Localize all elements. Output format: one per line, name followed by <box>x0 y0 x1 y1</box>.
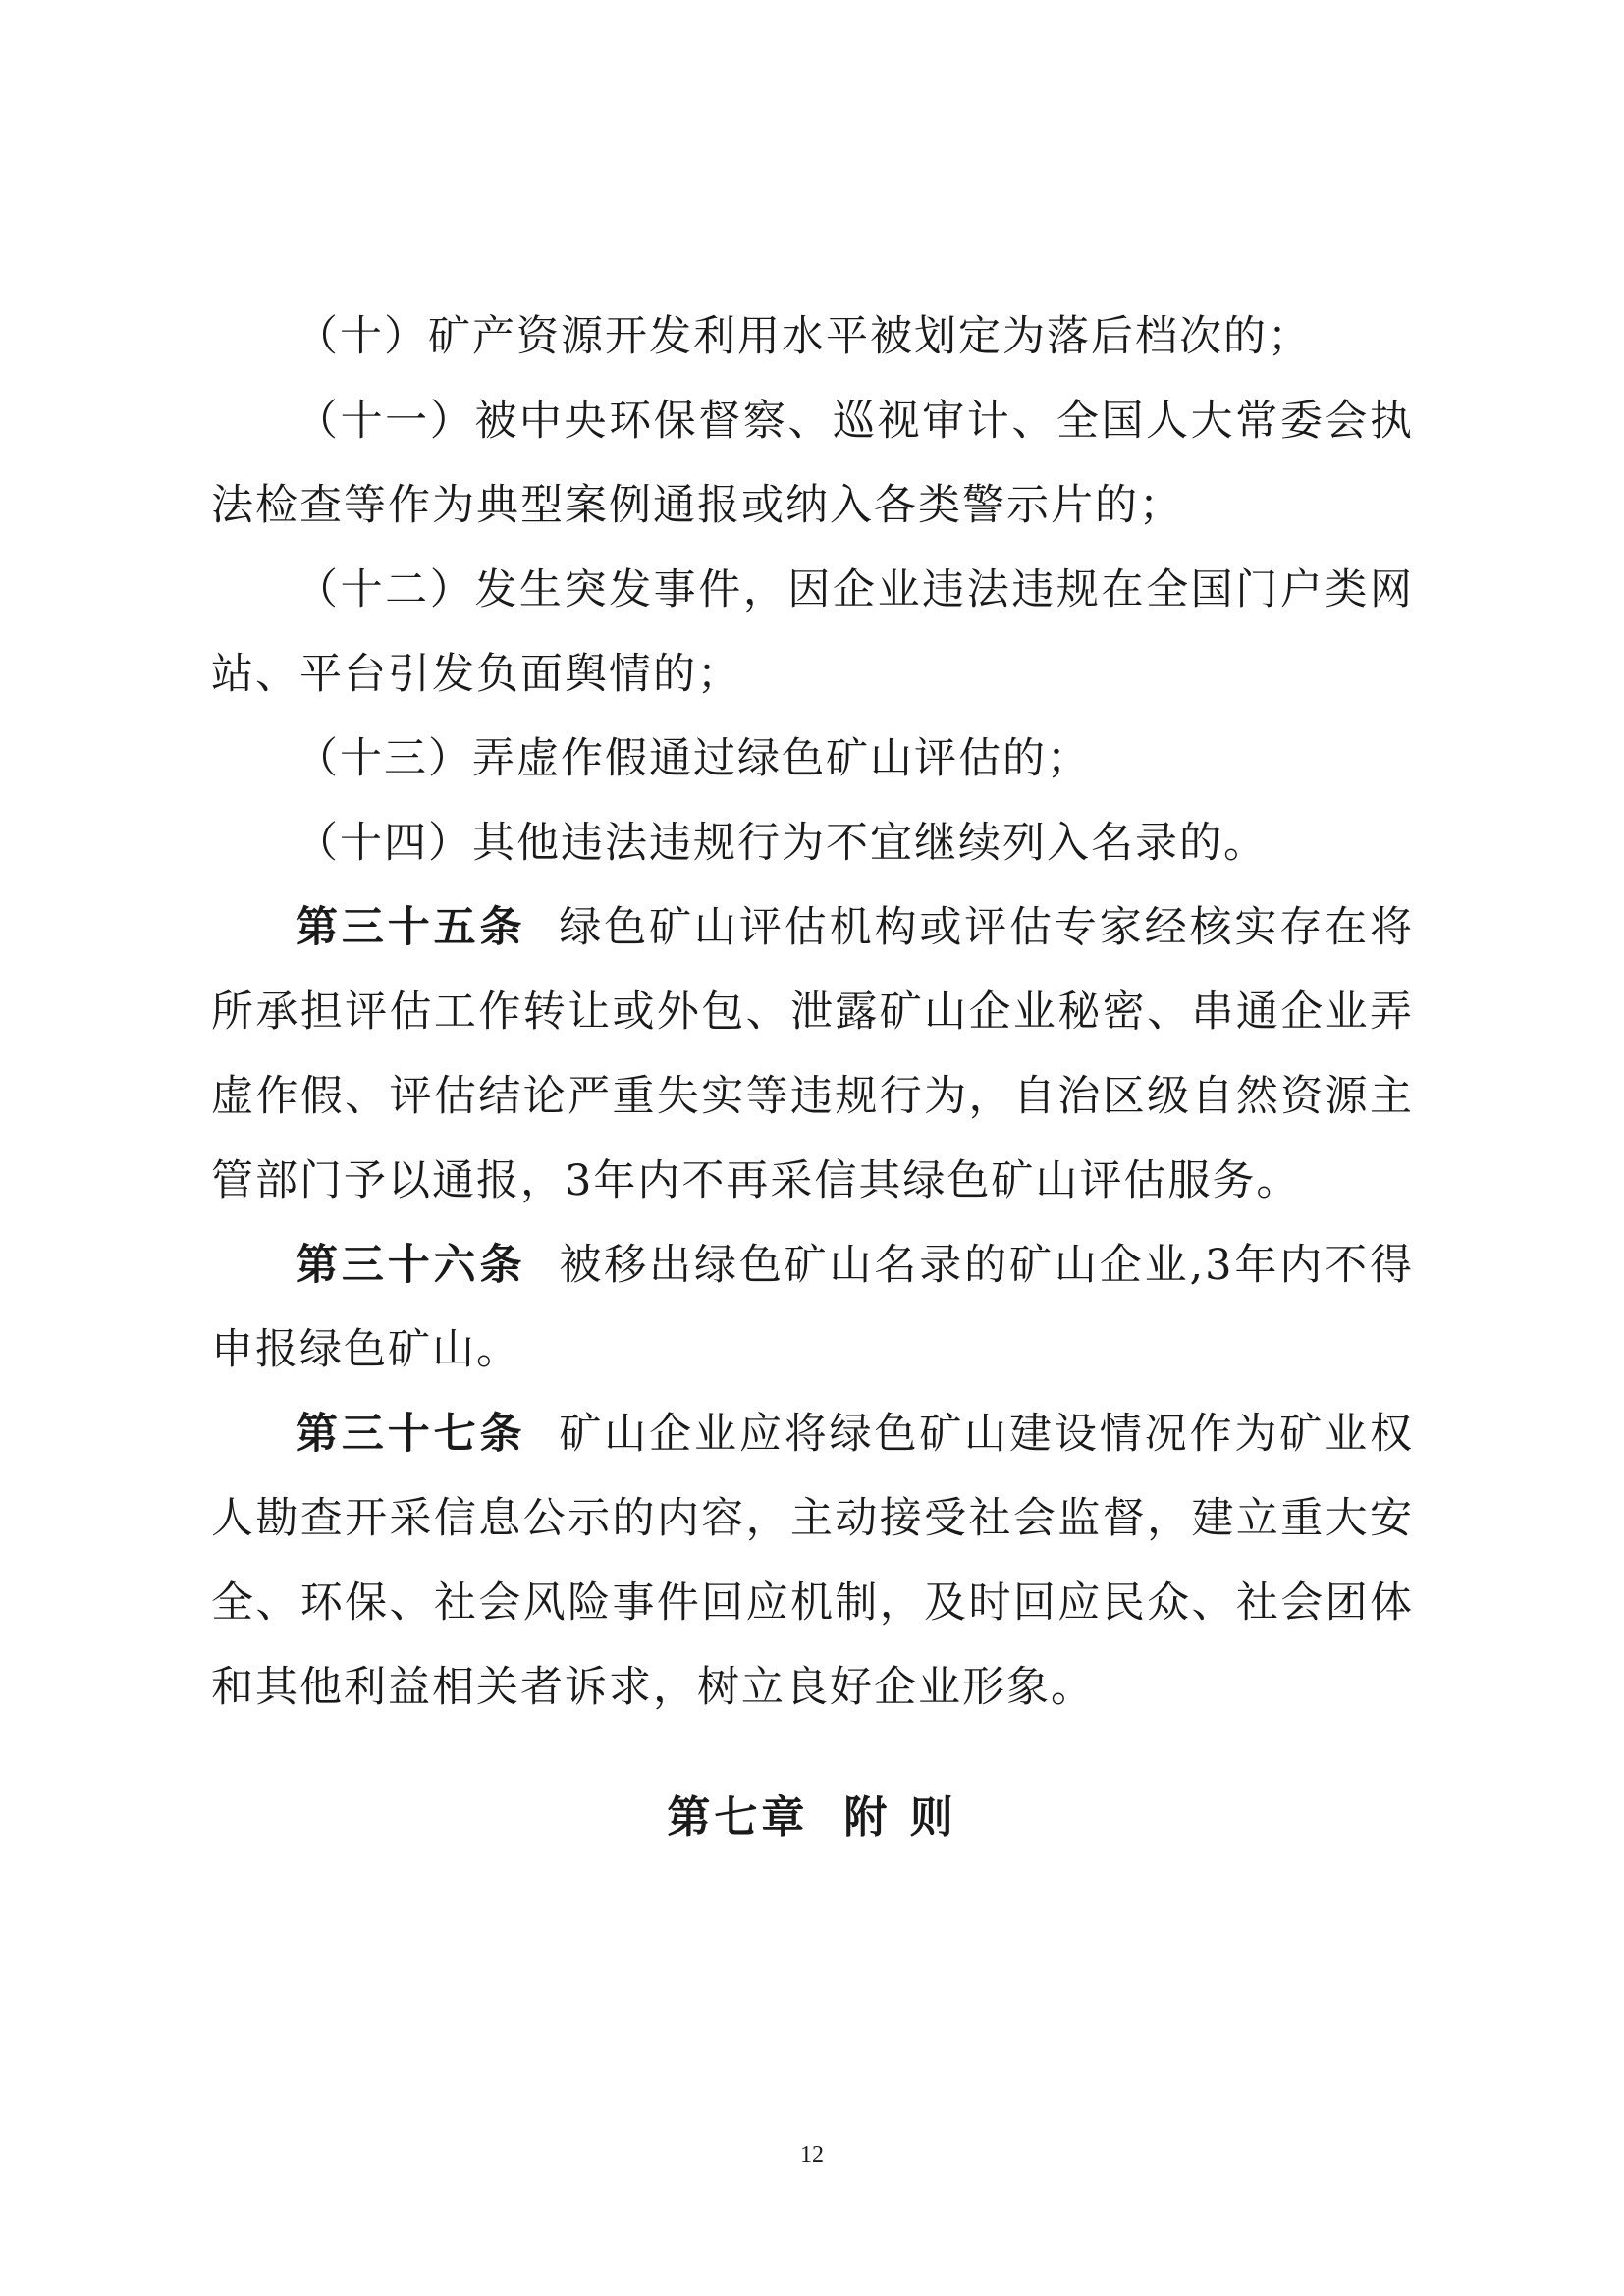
article-number: 第三十五条 <box>296 903 526 952</box>
article-number: 第三十六条 <box>296 1241 526 1290</box>
body-text <box>211 294 1414 1730</box>
chapter-number: 第七章 <box>667 1792 809 1842</box>
article-37 <box>211 1392 1414 1730</box>
list-item: （十三）弄虚作假通过绿色矿山评估的； <box>296 734 1091 783</box>
article-text: 矿山企业应将绿色矿山建设情况作为矿业权人勘查开采信息公示的内容，主动接受社会监督，建立重大安全、环保、社会风险事件回应机制，及时回应民众、社会团体和其他利益相关者诉求，树立良好企业形象。 <box>211 1410 1415 1712</box>
article-text: 被移出绿色矿山名录的矿山企业,3年内不得申报绿色矿山。 <box>211 1241 1414 1374</box>
list-item: （十一）被中央环保督察、巡视审计、全国人大常委会执法检查等作为典型案例通报或纳入各类警示片的； <box>211 397 1414 530</box>
list-item: （十二）发生突发事件，因企业违法违规在全国门户类网站、平台引发负面舆情的； <box>211 565 1414 699</box>
page-number: 12 <box>800 2142 824 2167</box>
article-36 <box>211 1223 1414 1392</box>
list-item: （十四）其他违法违规行为不宜继续列入名录的。 <box>296 819 1268 868</box>
article-35 <box>211 885 1414 1223</box>
article-number: 第三十七条 <box>296 1410 526 1459</box>
list-item: （十）矿产资源开发利用水平被划定为落后档次的； <box>296 312 1312 361</box>
chapter-title: 附 则 <box>843 1792 957 1842</box>
article-text: 绿色矿山评估机构或评估专家经核实存在将所承担评估工作转让或外包、泄露矿山企业秘密、串通企业弄虚作假、评估结论严重失实等违规行为，自治区级自然资源主管部门予以通报，3年内不再采信其绿色矿山评估服务。 <box>211 903 1415 1205</box>
chapter-heading <box>0 1782 1624 1844</box>
